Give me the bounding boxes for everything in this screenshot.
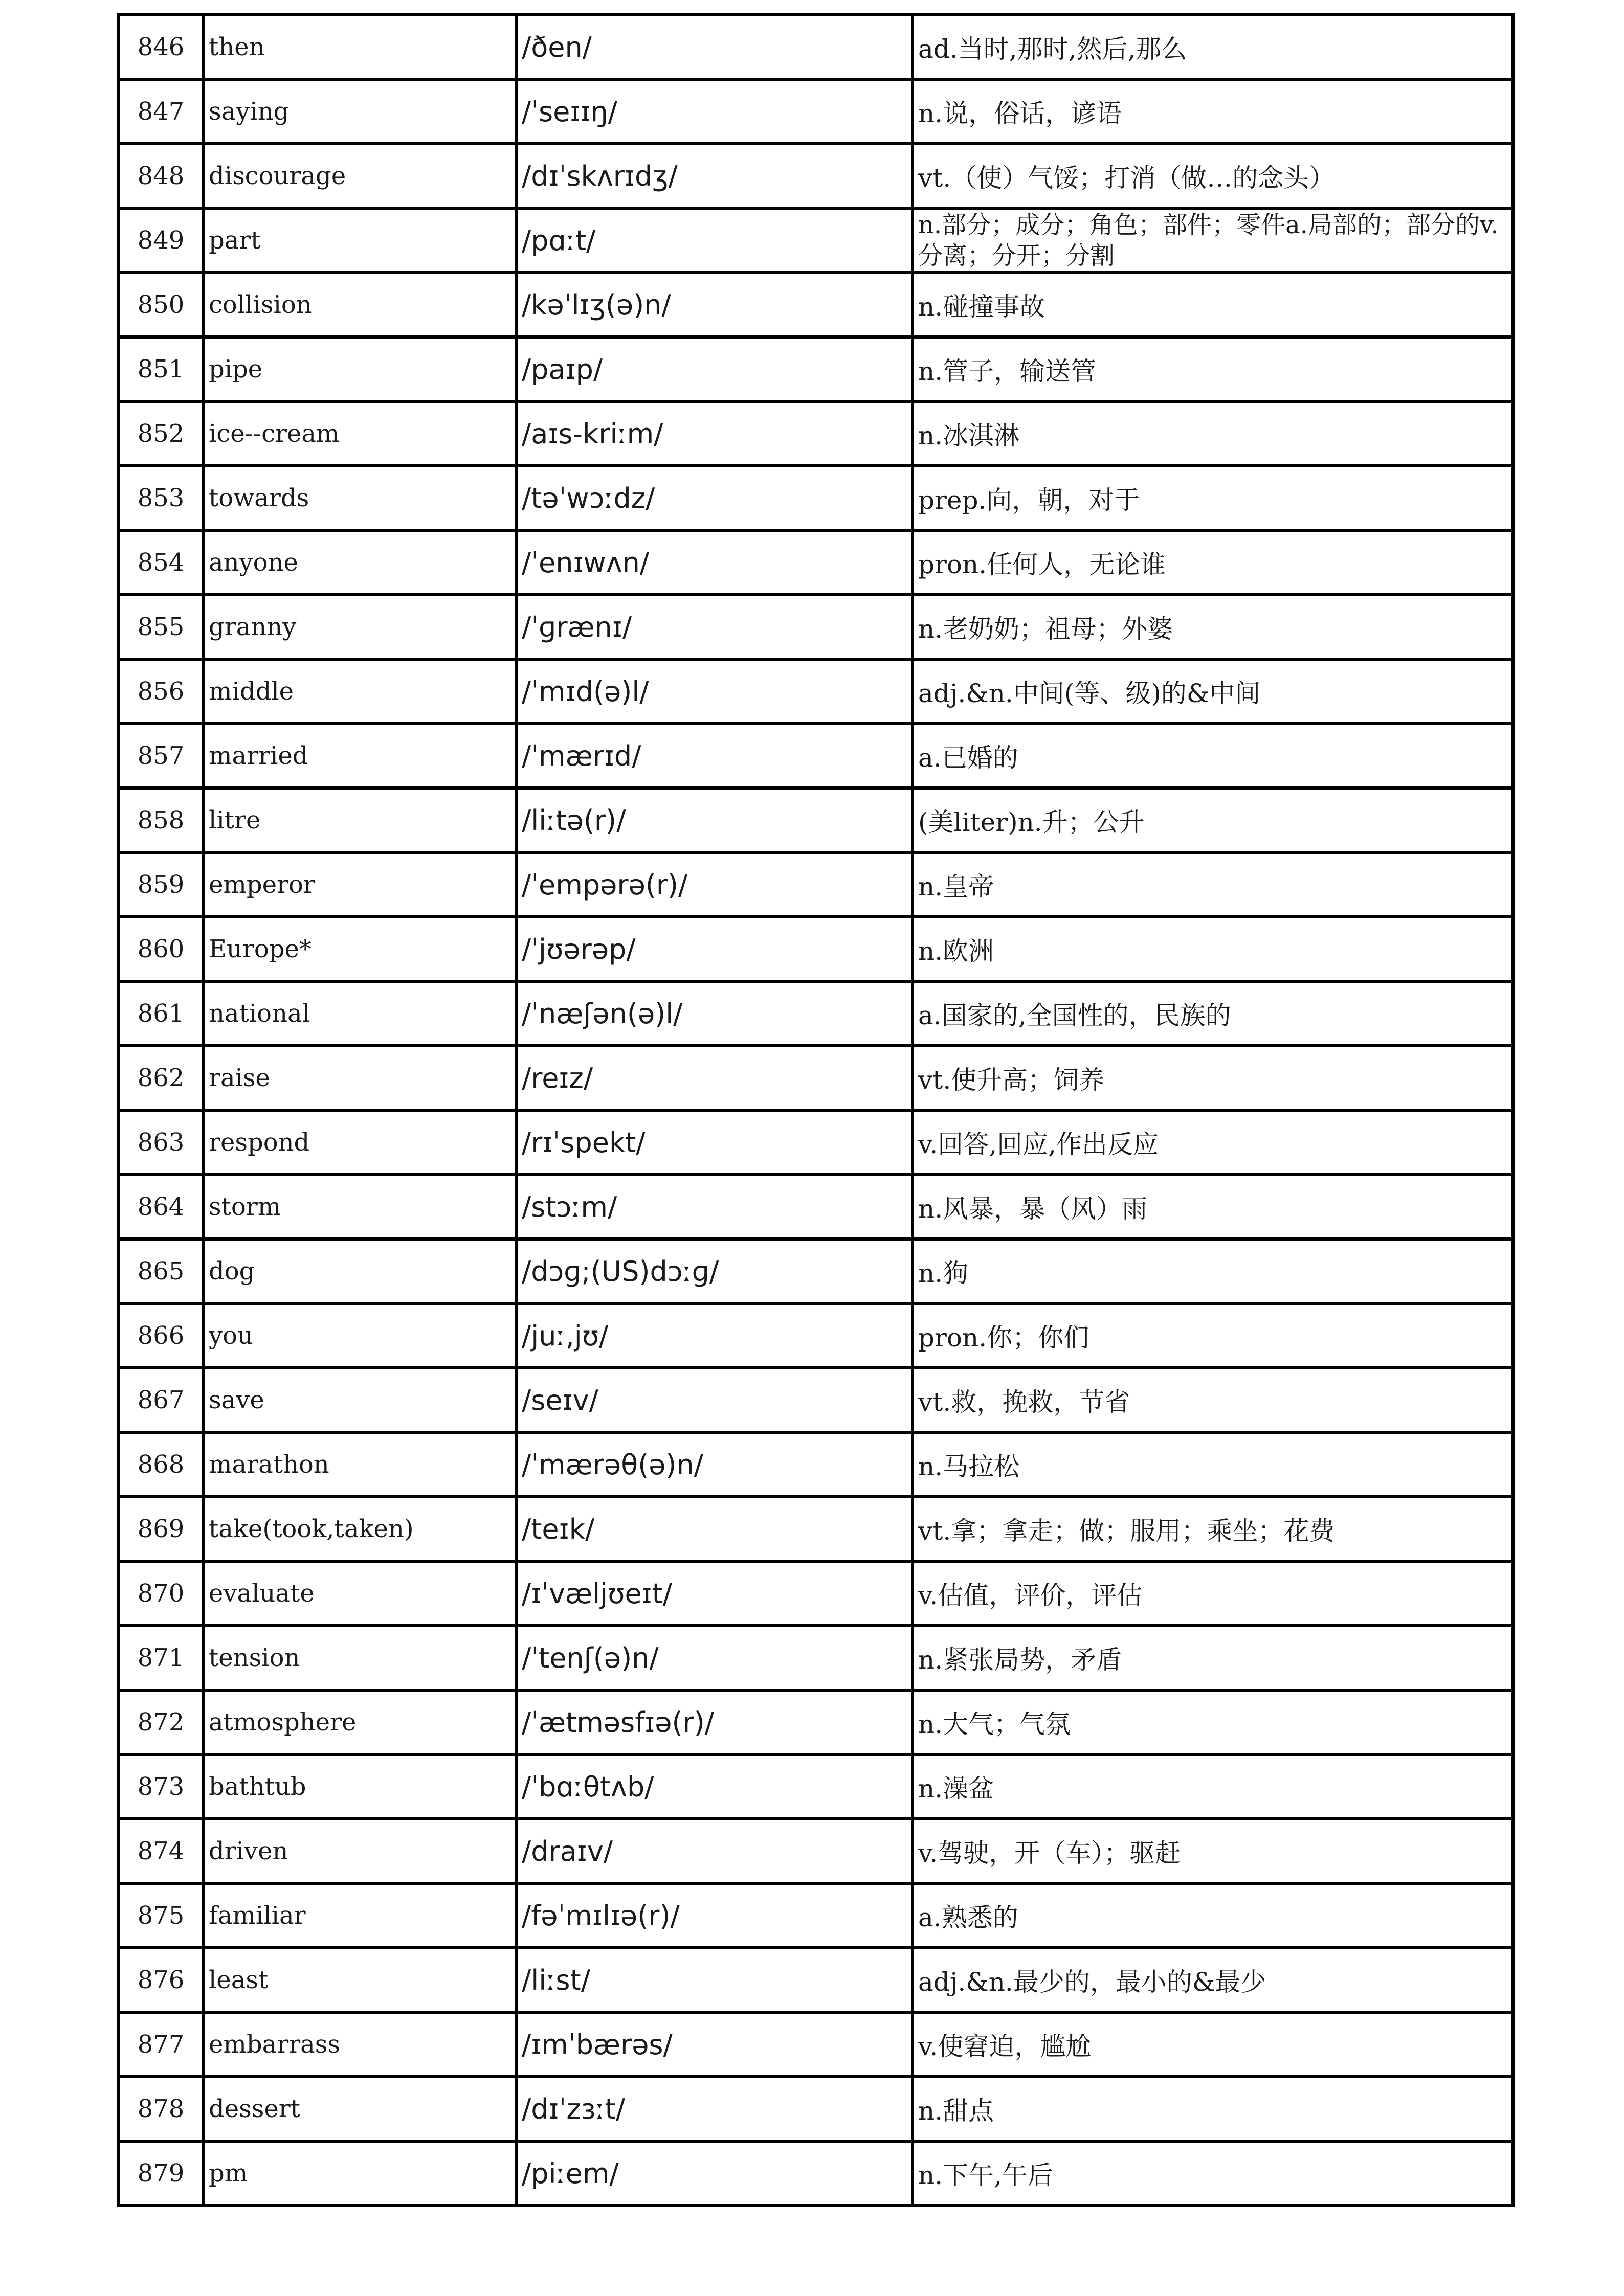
- entry-word: granny: [203, 595, 516, 659]
- table-row: [119, 2077, 1513, 2141]
- entry-number: 867: [119, 1368, 203, 1432]
- entry-phonetic: /aɪs-kriːm/: [516, 401, 913, 466]
- entry-phonetic: /ˈmærəθ(ə)n/: [516, 1432, 913, 1497]
- entry-phonetic: /ˈnæʃən(ə)l/: [516, 981, 913, 1046]
- entry-meaning: n.澡盆: [913, 1754, 1513, 1819]
- entry-number: 864: [119, 1175, 203, 1239]
- table-row: [119, 208, 1513, 273]
- entry-number: 878: [119, 2077, 203, 2141]
- entry-word: discourage: [203, 144, 516, 208]
- table-row: [119, 466, 1513, 530]
- table-row: [119, 981, 1513, 1046]
- entry-meaning: adj.&n.中间(等、级)的&中间: [913, 659, 1513, 724]
- entry-phonetic: /ðen/: [516, 15, 913, 79]
- entry-word: then: [203, 15, 516, 79]
- entry-meaning: (美liter)n.升；公升: [913, 788, 1513, 852]
- entry-number: 858: [119, 788, 203, 852]
- entry-phonetic: /dɪˈskʌrɪdʒ/: [516, 144, 913, 208]
- table-row: [119, 917, 1513, 981]
- table-row: [119, 1368, 1513, 1432]
- entry-number: 847: [119, 79, 203, 144]
- entry-meaning: n.管子，输送管: [913, 337, 1513, 401]
- table-row: [119, 1303, 1513, 1368]
- entry-number: 849: [119, 208, 203, 273]
- entry-phonetic: /pɑːt/: [516, 208, 913, 273]
- entry-meaning: n.风暴，暴（风）雨: [913, 1175, 1513, 1239]
- entry-number: 862: [119, 1046, 203, 1110]
- entry-word: Europe*: [203, 917, 516, 981]
- entry-number: 851: [119, 337, 203, 401]
- entry-word: save: [203, 1368, 516, 1432]
- table-row: [119, 659, 1513, 724]
- entry-number: 859: [119, 852, 203, 917]
- entry-number: 865: [119, 1239, 203, 1303]
- entry-word: atmosphere: [203, 1690, 516, 1754]
- entry-meaning: pron.你；你们: [913, 1303, 1513, 1368]
- entry-number: 877: [119, 2012, 203, 2077]
- entry-phonetic: /ˈɡrænɪ/: [516, 595, 913, 659]
- entry-meaning: n.马拉松: [913, 1432, 1513, 1497]
- entry-number: 857: [119, 724, 203, 788]
- entry-meaning: n.欧洲: [913, 917, 1513, 981]
- entry-word: bathtub: [203, 1754, 516, 1819]
- entry-word: driven: [203, 1819, 516, 1883]
- entry-phonetic: /ˈempərə(r)/: [516, 852, 913, 917]
- entry-meaning: n.下午,午后: [913, 2141, 1513, 2205]
- table-row: [119, 1883, 1513, 1948]
- entry-number: 861: [119, 981, 203, 1046]
- entry-meaning: v.估值，评价，评估: [913, 1561, 1513, 1626]
- table-row: [119, 595, 1513, 659]
- entry-phonetic: /dɔɡ;(US)dɔːɡ/: [516, 1239, 913, 1303]
- entry-number: 852: [119, 401, 203, 466]
- table-row: [119, 1819, 1513, 1883]
- entry-word: marathon: [203, 1432, 516, 1497]
- entry-meaning: v.驾驶，开（车）；驱赶: [913, 1819, 1513, 1883]
- entry-number: 848: [119, 144, 203, 208]
- entry-phonetic: /dɪˈzɜːt/: [516, 2077, 913, 2141]
- entry-meaning: vt.拿；拿走；做；服用；乘坐；花费: [913, 1497, 1513, 1561]
- entry-word: anyone: [203, 530, 516, 595]
- entry-meaning: n.冰淇淋: [913, 401, 1513, 466]
- entry-number: 868: [119, 1432, 203, 1497]
- entry-word: you: [203, 1303, 516, 1368]
- entry-word: saying: [203, 79, 516, 144]
- entry-phonetic: /stɔːm/: [516, 1175, 913, 1239]
- entry-meaning: n.狗: [913, 1239, 1513, 1303]
- entry-meaning: n.老奶奶；祖母；外婆: [913, 595, 1513, 659]
- table-row: [119, 788, 1513, 852]
- entry-number: 871: [119, 1626, 203, 1690]
- entry-phonetic: /rɪˈspekt/: [516, 1110, 913, 1175]
- entry-meaning: vt.（使）气馁；打消（做…的念头）: [913, 144, 1513, 208]
- entry-word: take(took,taken): [203, 1497, 516, 1561]
- entry-phonetic: /ˈætməsfɪə(r)/: [516, 1690, 913, 1754]
- table-row: [119, 1561, 1513, 1626]
- entry-number: 850: [119, 273, 203, 337]
- entry-word: emperor: [203, 852, 516, 917]
- table-row: [119, 79, 1513, 144]
- entry-meaning: v.回答,回应,作出反应: [913, 1110, 1513, 1175]
- entry-meaning: n.紧张局势，矛盾: [913, 1626, 1513, 1690]
- entry-word: tension: [203, 1626, 516, 1690]
- entry-number: 854: [119, 530, 203, 595]
- entry-phonetic: /juː,jʊ/: [516, 1303, 913, 1368]
- entry-word: litre: [203, 788, 516, 852]
- entry-meaning: n.大气；气氛: [913, 1690, 1513, 1754]
- entry-meaning: a.国家的,全国性的，民族的: [913, 981, 1513, 1046]
- entry-meaning: v.使窘迫，尴尬: [913, 2012, 1513, 2077]
- entry-word: storm: [203, 1175, 516, 1239]
- entry-word: embarrass: [203, 2012, 516, 2077]
- entry-meaning: vt.救，挽救，节省: [913, 1368, 1513, 1432]
- entry-phonetic: /ˈmærɪd/: [516, 724, 913, 788]
- entry-phonetic: /reɪz/: [516, 1046, 913, 1110]
- entry-word: familiar: [203, 1883, 516, 1948]
- entry-meaning: pron.任何人，无论谁: [913, 530, 1513, 595]
- table-row: [119, 530, 1513, 595]
- entry-phonetic: /kəˈlɪʒ(ə)n/: [516, 273, 913, 337]
- entry-meaning: n.部分；成分；角色；部件；零件a.局部的；部分的v.分离；分开；分割: [913, 208, 1513, 273]
- entry-word: ice--cream: [203, 401, 516, 466]
- vocabulary-table: [117, 13, 1515, 2207]
- entry-meaning: a.熟悉的: [913, 1883, 1513, 1948]
- entry-meaning: prep.向，朝，对于: [913, 466, 1513, 530]
- entry-phonetic: /liːst/: [516, 1948, 913, 2012]
- entry-meaning: vt.使升高；饲养: [913, 1046, 1513, 1110]
- table-row: [119, 2012, 1513, 2077]
- table-row: [119, 2141, 1513, 2205]
- table-row: [119, 1690, 1513, 1754]
- entry-phonetic: /ɪˈvæljʊeɪt/: [516, 1561, 913, 1626]
- table-row: [119, 1626, 1513, 1690]
- table-row: [119, 1497, 1513, 1561]
- entry-number: 875: [119, 1883, 203, 1948]
- entry-number: 856: [119, 659, 203, 724]
- table-row: [119, 1175, 1513, 1239]
- entry-word: national: [203, 981, 516, 1046]
- entry-word: pm: [203, 2141, 516, 2205]
- entry-phonetic: /piːem/: [516, 2141, 913, 2205]
- entry-number: 872: [119, 1690, 203, 1754]
- entry-meaning: n.碰撞事故: [913, 273, 1513, 337]
- entry-word: least: [203, 1948, 516, 2012]
- vocabulary-table-body: [119, 15, 1513, 2205]
- entry-phonetic: /paɪp/: [516, 337, 913, 401]
- entry-phonetic: /seɪv/: [516, 1368, 913, 1432]
- entry-number: 879: [119, 2141, 203, 2205]
- entry-word: respond: [203, 1110, 516, 1175]
- entry-number: 846: [119, 15, 203, 79]
- table-row: [119, 1432, 1513, 1497]
- table-row: [119, 1110, 1513, 1175]
- entry-phonetic: /ˈmɪd(ə)l/: [516, 659, 913, 724]
- entry-phonetic: /fəˈmɪlɪə(r)/: [516, 1883, 913, 1948]
- entry-number: 860: [119, 917, 203, 981]
- entry-word: dog: [203, 1239, 516, 1303]
- entry-phonetic: /ˈtenʃ(ə)n/: [516, 1626, 913, 1690]
- entry-word: collision: [203, 273, 516, 337]
- table-row: [119, 724, 1513, 788]
- entry-word: raise: [203, 1046, 516, 1110]
- entry-phonetic: /ˈjʊərəp/: [516, 917, 913, 981]
- entry-word: middle: [203, 659, 516, 724]
- entry-phonetic: /draɪv/: [516, 1819, 913, 1883]
- entry-number: 869: [119, 1497, 203, 1561]
- entry-phonetic: /ˈenɪwʌn/: [516, 530, 913, 595]
- table-row: [119, 1239, 1513, 1303]
- entry-word: part: [203, 208, 516, 273]
- entry-word: evaluate: [203, 1561, 516, 1626]
- entry-number: 873: [119, 1754, 203, 1819]
- entry-word: pipe: [203, 337, 516, 401]
- table-row: [119, 144, 1513, 208]
- entry-number: 863: [119, 1110, 203, 1175]
- entry-meaning: n.甜点: [913, 2077, 1513, 2141]
- table-row: [119, 337, 1513, 401]
- table-row: [119, 1948, 1513, 2012]
- entry-phonetic: /ɪmˈbærəs/: [516, 2012, 913, 2077]
- table-row: [119, 273, 1513, 337]
- entry-number: 855: [119, 595, 203, 659]
- entry-phonetic: /liːtə(r)/: [516, 788, 913, 852]
- entry-number: 874: [119, 1819, 203, 1883]
- table-row: [119, 15, 1513, 79]
- entry-number: 876: [119, 1948, 203, 2012]
- entry-word: married: [203, 724, 516, 788]
- entry-phonetic: /ˈbɑːθtʌb/: [516, 1754, 913, 1819]
- entry-phonetic: /teɪk/: [516, 1497, 913, 1561]
- entry-meaning: n.说，俗话，谚语: [913, 79, 1513, 144]
- entry-word: dessert: [203, 2077, 516, 2141]
- table-row: [119, 1754, 1513, 1819]
- table-row: [119, 852, 1513, 917]
- table-row: [119, 401, 1513, 466]
- entry-meaning: a.已婚的: [913, 724, 1513, 788]
- entry-phonetic: /təˈwɔːdz/: [516, 466, 913, 530]
- entry-phonetic: /ˈseɪɪŋ/: [516, 79, 913, 144]
- entry-meaning: adj.&n.最少的，最小的&最少: [913, 1948, 1513, 2012]
- entry-meaning: n.皇帝: [913, 852, 1513, 917]
- entry-meaning: ad.当时,那时,然后,那么: [913, 15, 1513, 79]
- entry-number: 870: [119, 1561, 203, 1626]
- table-row: [119, 1046, 1513, 1110]
- entry-number: 853: [119, 466, 203, 530]
- entry-word: towards: [203, 466, 516, 530]
- entry-number: 866: [119, 1303, 203, 1368]
